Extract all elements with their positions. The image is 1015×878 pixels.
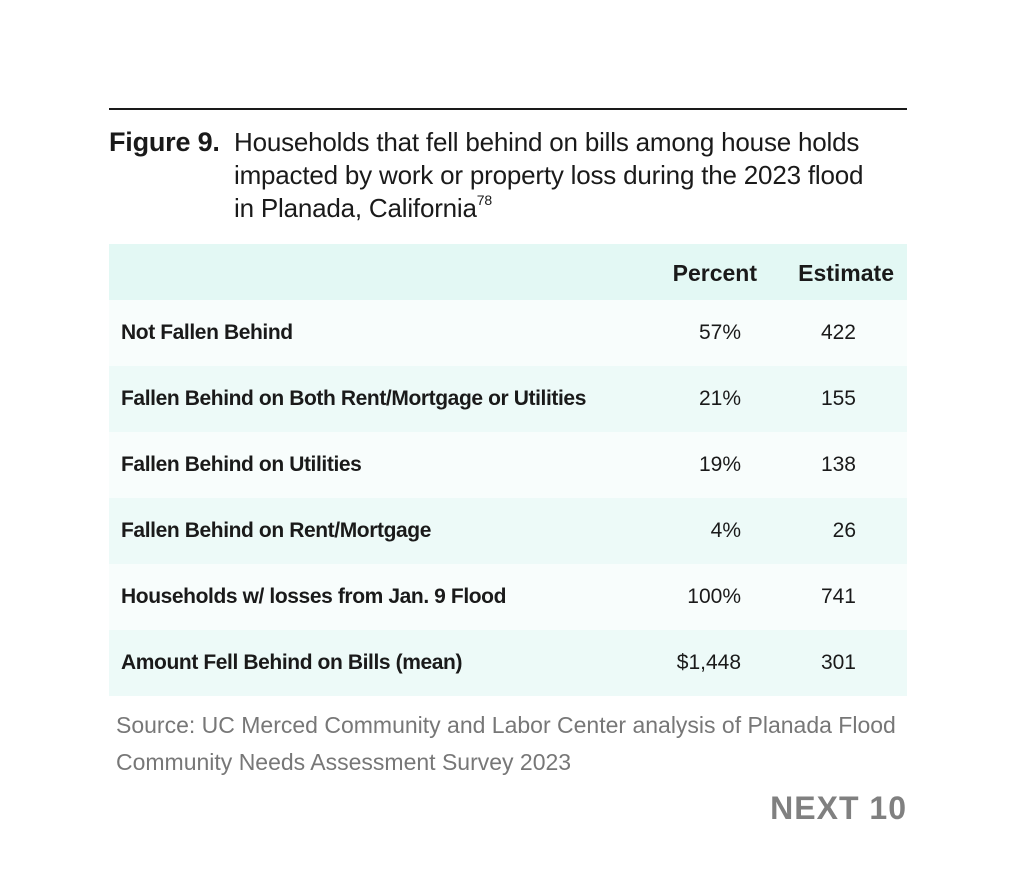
percent-cell: 19% bbox=[698, 453, 741, 476]
source-note: Source: UC Merced Community and Labor Center analysis of Planada Flood Community Needs Assessment Survey 2023 bbox=[116, 712, 896, 775]
row-label: Fallen Behind on Utilities bbox=[121, 453, 362, 476]
percent-cell: 57% bbox=[698, 321, 741, 344]
row-label: Amount Fell Behind on Bills (mean) bbox=[121, 651, 463, 674]
table-row bbox=[109, 366, 907, 432]
percent-cell: $1,448 bbox=[676, 651, 741, 674]
figure-title bbox=[234, 126, 884, 225]
estimate-cell: 26 bbox=[832, 519, 856, 542]
row-label: Fallen Behind on Both Rent/Mortgage or Utilities bbox=[121, 387, 586, 410]
row-label: Households w/ losses from Jan. 9 Flood bbox=[121, 585, 507, 608]
top-rule bbox=[109, 108, 907, 110]
estimate-cell: 138 bbox=[820, 453, 856, 476]
brand-logo: NEXT 10 bbox=[770, 790, 907, 826]
column-header-estimate: Estimate bbox=[798, 260, 894, 286]
estimate-cell: 741 bbox=[820, 585, 856, 608]
percent-cell: 4% bbox=[710, 519, 741, 542]
column-header-percent: Percent bbox=[672, 260, 757, 286]
percent-cell: 100% bbox=[687, 585, 741, 608]
table-header-row bbox=[109, 244, 907, 300]
figure-label: Figure 9. bbox=[109, 127, 220, 157]
table-row bbox=[109, 564, 907, 630]
table-row bbox=[109, 498, 907, 564]
table-row bbox=[109, 432, 907, 498]
figure-title-text: Households that fell behind on bills among house holds impacted by work or property loss during the 2023 flood in Planada, California bbox=[234, 127, 864, 223]
table-row bbox=[109, 300, 907, 366]
estimate-cell: 301 bbox=[820, 651, 856, 674]
table-body bbox=[109, 300, 907, 696]
percent-cell: 21% bbox=[698, 387, 741, 410]
table-row bbox=[109, 630, 907, 696]
row-label: Not Fallen Behind bbox=[121, 321, 293, 344]
footnote-marker: 78 bbox=[476, 192, 492, 208]
estimate-cell: 155 bbox=[820, 387, 856, 410]
row-label: Fallen Behind on Rent/Mortgage bbox=[121, 519, 432, 542]
data-table bbox=[109, 244, 907, 696]
estimate-cell: 422 bbox=[820, 321, 856, 344]
